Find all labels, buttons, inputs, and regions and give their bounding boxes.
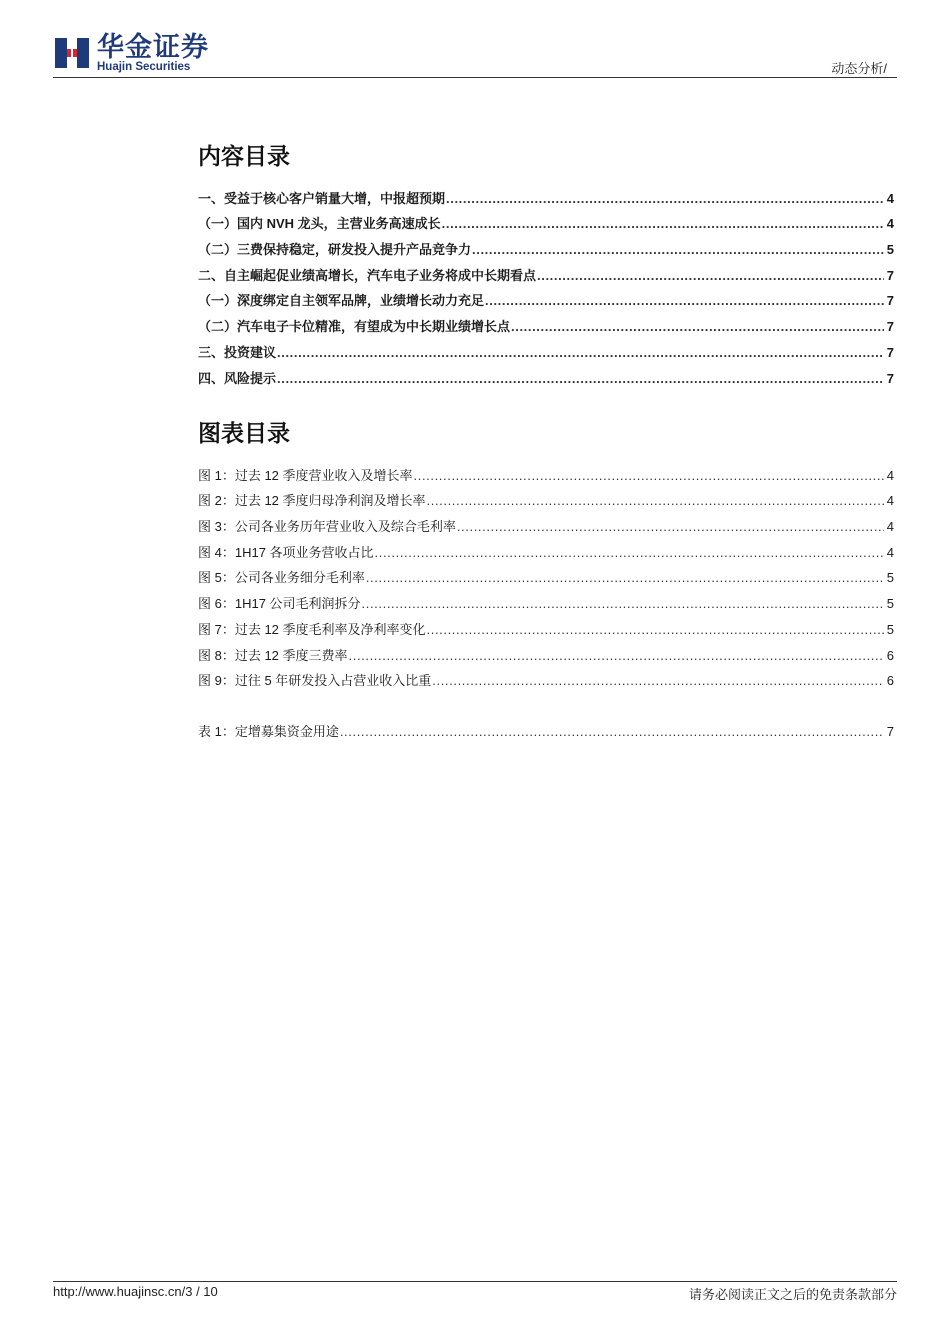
toc-entry-label: （二）三费保持稳定，研发投入提升产品竞争力	[198, 242, 472, 258]
header-divider	[53, 77, 897, 78]
page-header	[53, 30, 897, 76]
toc-entry-page: 4	[886, 190, 894, 206]
dot-leader	[457, 519, 884, 535]
figure-entry[interactable]	[198, 561, 894, 587]
figure-entry-label: 图 2：过去 12 季度归母净利润及增长率	[198, 493, 426, 509]
logo-english-name: Huajin Securities	[97, 61, 191, 73]
dot-leader	[277, 345, 884, 361]
contents-list	[198, 181, 894, 387]
dot-leader	[432, 673, 883, 689]
figure-entry-page: 6	[886, 673, 894, 689]
figure-entry-label: 图 7：过去 12 季度毛利率及净利率变化	[198, 621, 426, 637]
logo-chinese-name: 华金证券	[97, 32, 209, 62]
figure-entry-page: 4	[886, 519, 894, 535]
figure-entry[interactable]	[198, 664, 894, 690]
dot-leader	[427, 622, 884, 638]
toc-entry-label: （一）国内 NVH 龙头，主营业务高速成长	[198, 216, 441, 232]
toc-entry-label: 一、受益于核心客户销量大增，中报超预期	[198, 190, 446, 206]
toc-entry-label: 二、自主崛起促业绩高增长，汽车电子业务将成中长期看点	[198, 267, 537, 283]
toc-entry[interactable]	[198, 361, 894, 387]
figure-entry[interactable]	[198, 535, 894, 561]
toc-entry[interactable]	[198, 284, 894, 310]
dot-leader	[366, 570, 884, 586]
dot-leader	[446, 191, 884, 207]
figure-entry-label: 图 4：1H17 各项业务营收占比	[198, 544, 374, 560]
figure-entry-page: 5	[886, 621, 894, 637]
footer-divider	[53, 1281, 897, 1282]
contents-title: 内容目录	[198, 143, 290, 169]
table-entry-label: 表 1：定增募集资金用途	[198, 723, 339, 739]
figure-entry-label: 图 3：公司各业务历年营业收入及综合毛利率	[198, 519, 456, 535]
toc-entry[interactable]	[198, 232, 894, 258]
figure-entry-page: 5	[886, 570, 894, 586]
figure-entry[interactable]	[198, 638, 894, 664]
tables-list	[198, 714, 894, 740]
toc-entry-page: 7	[886, 267, 894, 283]
table-entry[interactable]	[198, 714, 894, 740]
figure-entry[interactable]	[198, 612, 894, 638]
figure-entry-label: 图 8：过去 12 季度三费率	[198, 647, 348, 663]
figure-entry-page: 6	[886, 647, 894, 663]
huajin-logo-icon	[53, 34, 91, 72]
table-entry-page: 7	[886, 723, 894, 739]
toc-entry-label: 三、投资建议	[198, 344, 277, 360]
figures-list	[198, 458, 894, 689]
dot-leader	[375, 545, 884, 561]
dot-leader	[277, 371, 884, 387]
figure-entry[interactable]	[198, 586, 894, 612]
figure-entry-label: 图 9：过往 5 年研发投入占营业收入比重	[198, 673, 432, 689]
footer-url-page: http://www.huajinsc.cn/3 / 10	[53, 1284, 218, 1299]
dot-leader	[442, 216, 884, 232]
toc-entry-page: 7	[886, 370, 894, 386]
figure-entry[interactable]	[198, 458, 894, 484]
toc-entry-page: 7	[886, 319, 894, 335]
toc-entry-label: （一）深度绑定自主领军品牌，业绩增长动力充足	[198, 293, 485, 309]
toc-entry-page: 4	[886, 216, 894, 232]
dot-leader	[472, 242, 884, 258]
toc-entry-page: 7	[886, 293, 894, 309]
figure-entry-page: 4	[886, 493, 894, 509]
toc-entry-page: 7	[886, 344, 894, 360]
figure-entry-label: 图 6：1H17 公司毛利润拆分	[198, 596, 361, 612]
toc-entry[interactable]	[198, 181, 894, 207]
dot-leader	[485, 293, 884, 309]
figure-entry-page: 4	[886, 467, 894, 483]
dot-leader	[362, 596, 884, 612]
dot-leader	[340, 724, 884, 740]
dot-leader	[349, 648, 884, 664]
figure-entry[interactable]	[198, 484, 894, 510]
toc-entry-label: （二）汽车电子卡位精准，有望成为中长期业绩增长点	[198, 319, 511, 335]
dot-leader	[511, 319, 884, 335]
toc-entry[interactable]	[198, 309, 894, 335]
dot-leader	[414, 468, 884, 484]
figure-entry[interactable]	[198, 509, 894, 535]
figures-title: 图表目录	[198, 420, 290, 446]
toc-entry-page: 5	[886, 242, 894, 258]
toc-entry[interactable]	[198, 258, 894, 284]
report-type-label: 动态分析/	[831, 61, 887, 76]
toc-entry-label: 四、风险提示	[198, 370, 277, 386]
footer-disclaimer: 请务必阅读正文之后的免责条款部分	[688, 1287, 897, 1302]
figure-entry-label: 图 5：公司各业务细分毛利率	[198, 570, 365, 586]
toc-entry[interactable]	[198, 335, 894, 361]
figure-entry-page: 4	[886, 544, 894, 560]
dot-leader	[537, 268, 884, 284]
dot-leader	[427, 493, 884, 509]
figure-entry-label: 图 1：过去 12 季度营业收入及增长率	[198, 467, 413, 483]
figure-entry-page: 5	[886, 596, 894, 612]
toc-entry[interactable]	[198, 207, 894, 233]
